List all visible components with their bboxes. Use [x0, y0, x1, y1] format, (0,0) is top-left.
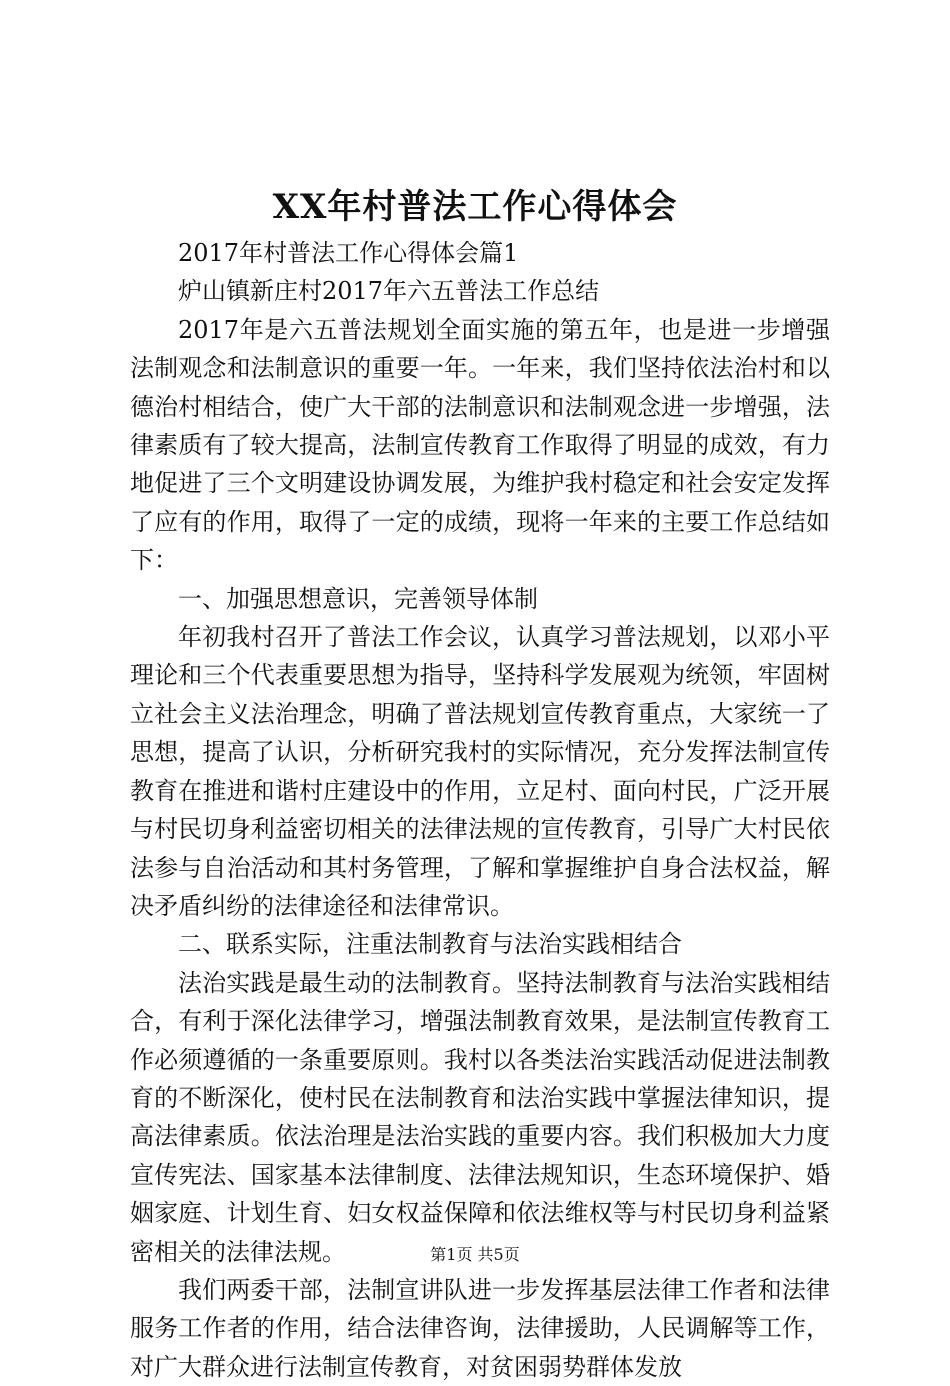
document-body — [130, 234, 830, 1386]
paragraph-subtitle: 2017年村普法工作心得体会篇1 — [178, 239, 519, 267]
paragraph-section-1: 年初我村召开了普法工作会议，认真学习普法规划，以邓小平理论和三个代表重要思想为指导，坚持科学发展观为统领，牢固树立社会主义法治理念，明确了普法规划宣传教育重点，大家统一了思想，提高了认识，分析研究我村的实际情况，充分发挥法制宣传教育在推进和谐村庄建设中的作用，立足村、面向村民，广泛开展与村民切身利益密切相关的法律法规的宣传教育，引导广大村民依法参与自治活动和其村务管理，了解和掌握维护自身合法权益，解决矛盾纠纷的法律途径和法律常识。 — [130, 623, 830, 920]
document-title: XX年村普法工作心得体会 — [272, 187, 678, 227]
paragraph-report-title: 炉山镇新庄村2017年六五普法工作总结 — [178, 277, 600, 306]
paragraph-continued: 我们两委干部，法制宣讲队进一步发挥基层法律工作者和法律服务工作者的作用，结合法律咨询，法律援助，人民调解等工作，对广大群众进行法制宣传教育，对贫困弱势群体发放 — [130, 1275, 830, 1381]
page-indicator: 第1页 共5页 — [430, 1245, 520, 1264]
section-heading-1: 一、加强思想意识，完善领导体制 — [178, 584, 538, 613]
paragraph-section-2: 法治实践是最生动的法制教育。坚持法制教育与法治实践相结合，有利于深化法律学习，增强法制教育效果，是法制宣传教育工作必须遵循的一条重要原则。我村以各类法治实践活动促进法制教育的不断深化，使村民在法制教育和法治实践中掌握法律知识，提高法律素质。依法治理是法治实践的重要内容。我们积极加大力度宣传宪法、国家基本法律制度、法律法规知识，生态环境保护、婚姻家庭、计划生育、妇女权益保障和依法维权等与村民切身利益紧密相关的法律法规。 — [130, 968, 830, 1266]
paragraph-intro: 2017年是六五普法规划全面实施的第五年，也是进一步增强法制观念和法制意识的重要一年。一年来，我们坚持依法治村和以德治村相结合，使广大干部的法制意识和法制观念进一步增强，法律素质有了较大提高，法制宣传教育工作取得了明显的成效，有力地促进了三个文明建设协调发展，为维护我村稳定和社会安定发挥了应有的作用，取得了一定的成绩，现将一年来的主要工作总结如下： — [130, 315, 830, 575]
section-heading-2: 二、联系实际，注重法制教育与法治实践相结合 — [178, 930, 682, 959]
